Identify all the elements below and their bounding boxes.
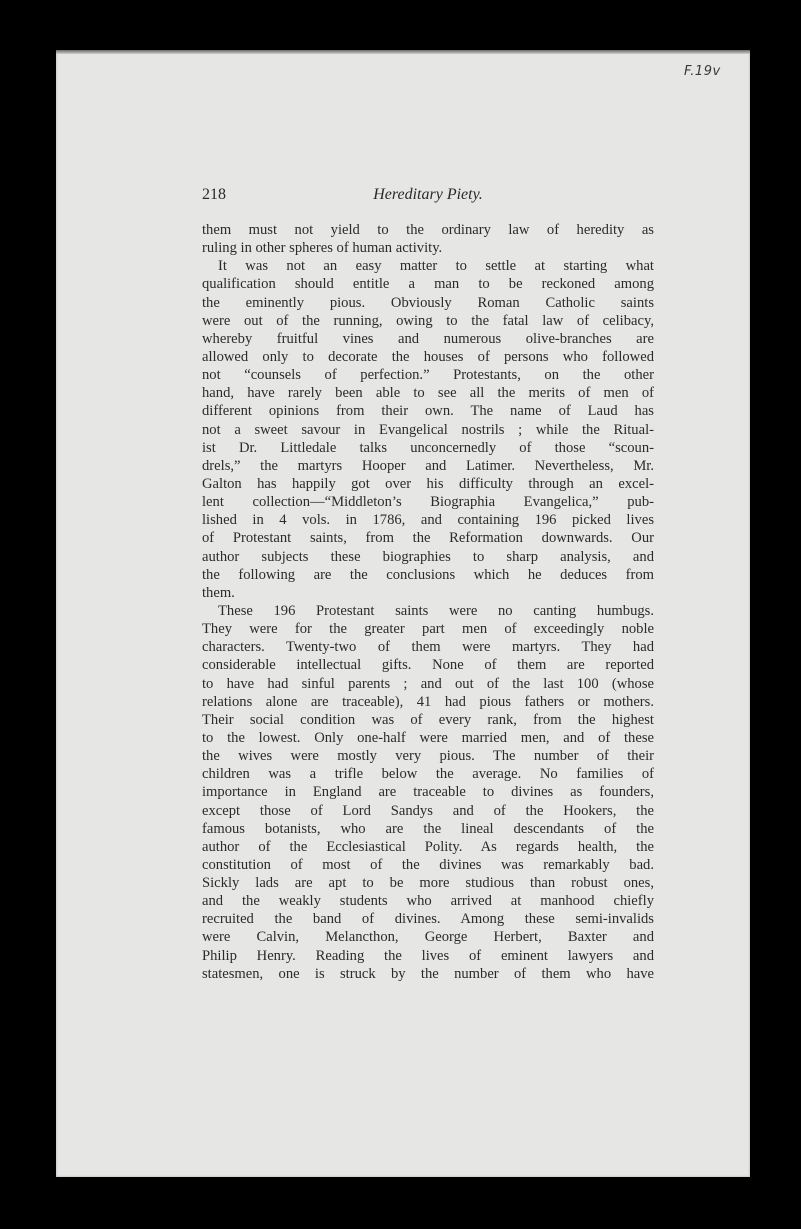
text-line: statesmen, one is struck by the number of them who have	[202, 965, 654, 982]
text-line: the eminently pious. Obviously Roman Catholic saints	[202, 294, 654, 311]
text-line: whereby fruitful vines and numerous olive-branches are	[202, 330, 654, 347]
folio-mark: F.19v	[684, 64, 721, 79]
text-line: not a sweet savour in Evangelical nostrils ; while the Ritual-	[202, 421, 654, 438]
running-title: Hereditary Piety.	[373, 186, 483, 203]
text-line: different opinions from their own. The name of Laud has	[202, 403, 654, 420]
text-line: relations alone are traceable), 41 had pious fathers or mothers.	[202, 693, 654, 710]
text-line: of Protestant saints, from the Reformation downwards. Our	[202, 530, 654, 547]
text-line: ruling in other spheres of human activity.	[202, 240, 443, 257]
text-line: famous botanists, who are the lineal descendants of the	[202, 820, 654, 837]
text-line: were out of the running, owing to the fatal law of celibacy,	[202, 312, 654, 329]
page-top-edge	[56, 50, 750, 54]
text-line: hand, have rarely been able to see all the merits of men of	[202, 385, 654, 402]
text-line: the following are the conclusions which he deduces from	[202, 566, 654, 583]
text-line: They were for the greater part men of exceedingly noble	[202, 621, 654, 638]
text-line: them.	[202, 584, 235, 601]
text-line: children was a trifle below the average. No families of	[202, 766, 654, 783]
text-line: It was not an easy matter to settle at starting what	[218, 258, 654, 275]
text-line: drels,” the martyrs Hooper and Latimer. Nevertheless, Mr.	[202, 457, 654, 474]
text-line: the wives were mostly very pious. The number of their	[202, 748, 654, 765]
text-line: characters. Twenty-two of them were martyrs. They had	[202, 639, 654, 656]
text-line: ist Dr. Littledale talks unconcernedly of those “scoun-	[202, 439, 654, 456]
text-line: them must not yield to the ordinary law of heredity as	[202, 222, 654, 238]
text-line: recruited the band of divines. Among these semi-invalids	[202, 911, 654, 928]
text-line: Philip Henry. Reading the lives of eminent lawyers and	[202, 947, 654, 964]
text-line: to the lowest. Only one-half were married men, and of these	[202, 729, 654, 746]
text-line: lent collection—“Middleton’s Biographia Evangelica,” pub-	[202, 494, 654, 511]
text-line: Galton has happily got over his difficulty through an excel-	[202, 475, 654, 492]
text-line: author subjects these biographies to sharp analysis, and	[202, 548, 654, 565]
text-line: qualification should entitle a man to be reckoned among	[202, 276, 654, 293]
page-number: 218	[202, 186, 226, 203]
text-line: Their social condition was of every rank, from the highest	[202, 711, 654, 728]
text-line: importance in England are traceable to divines as founders,	[202, 784, 654, 801]
text-line: Sickly lads are apt to be more studious than robust ones,	[202, 875, 654, 892]
body-text	[202, 221, 654, 983]
text-line: constitution of most of the divines was remarkably bad.	[202, 856, 654, 873]
text-line: allowed only to decorate the houses of persons who followed	[202, 348, 654, 365]
text-line: and the weakly students who arrived at manhood chiefly	[202, 893, 654, 910]
text-line: author of the Ecclesiastical Polity. As regards health, the	[202, 838, 654, 855]
text-line: to have had sinful parents ; and out of the last 100 (whose	[202, 675, 654, 692]
text-line: These 196 Protestant saints were no canting humbugs.	[218, 602, 654, 619]
text-line: except those of Lord Sandys and of the Hookers, the	[202, 802, 654, 819]
text-line: lished in 4 vols. in 1786, and containing 196 picked lives	[202, 512, 654, 529]
text-line: considerable intellectual gifts. None of them are reported	[202, 657, 654, 674]
running-head	[202, 186, 654, 208]
text-line: not “counsels of perfection.” Protestants, on the other	[202, 367, 654, 384]
text-line: were Calvin, Melancthon, George Herbert, Baxter and	[202, 929, 654, 946]
